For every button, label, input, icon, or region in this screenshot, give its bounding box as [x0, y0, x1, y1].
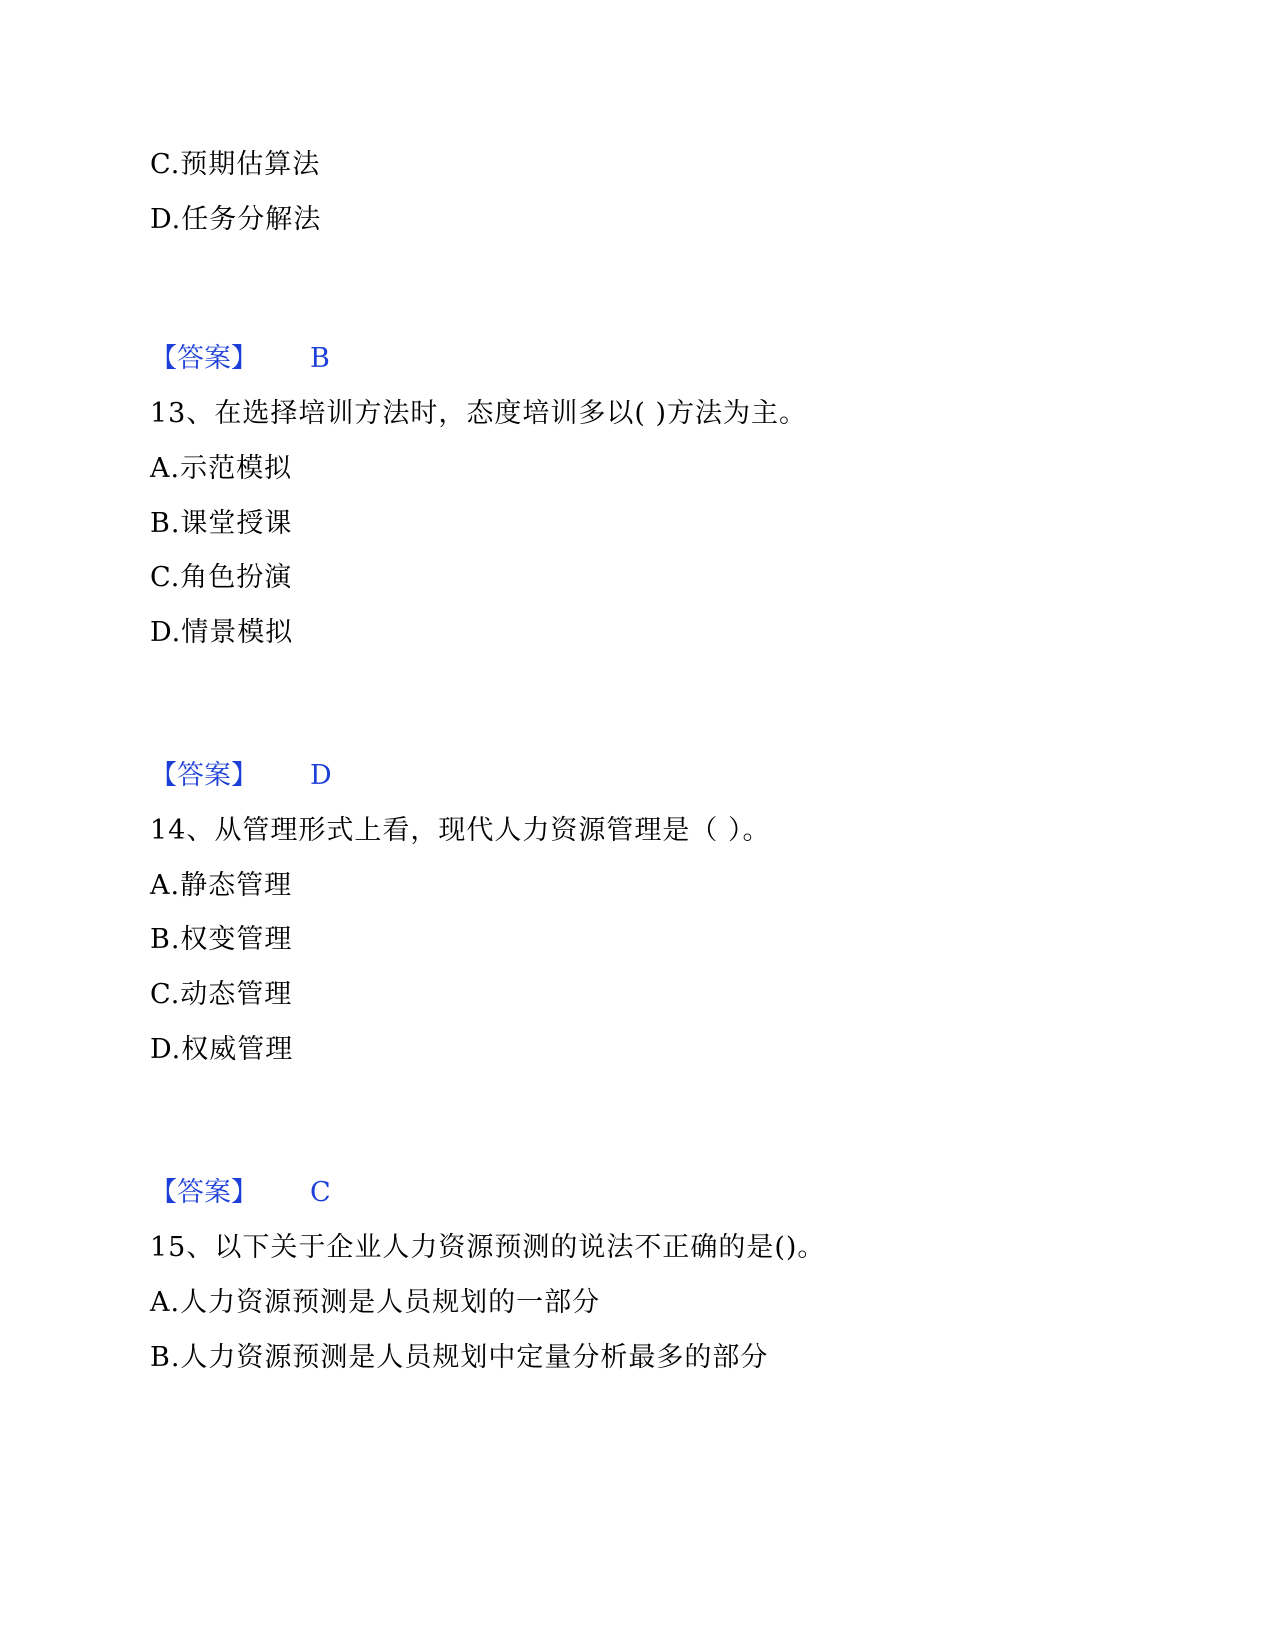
- answer-row: [150, 341, 330, 377]
- option-c: C.动态管理: [150, 979, 293, 1010]
- option-a: A.示范模拟: [150, 453, 293, 484]
- option-a: A.静态管理: [150, 870, 293, 901]
- answer-value: B: [310, 343, 330, 374]
- option-c: C.角色扮演: [150, 562, 293, 593]
- option-d: D.权威管理: [150, 1034, 294, 1065]
- answer-row: [150, 1175, 331, 1211]
- option-d: D.情景模拟: [150, 617, 294, 648]
- option-b: B.权变管理: [150, 924, 293, 955]
- option-c: C.预期估算法: [150, 149, 321, 180]
- option-d: D.任务分解法: [150, 204, 322, 235]
- answer-value: D: [310, 760, 332, 791]
- answer-row: [150, 758, 332, 794]
- answer-value: C: [310, 1177, 331, 1208]
- question-text: 15、以下关于企业人力资源预测的说法不正确的是()。: [150, 1232, 826, 1263]
- option-b: B.人力资源预测是人员规划中定量分析最多的部分: [150, 1342, 769, 1373]
- answer-label: 【答案】: [150, 343, 258, 374]
- option-a: A.人力资源预测是人员规划的一部分: [150, 1287, 601, 1318]
- question-text: 14、从管理形式上看，现代人力资源管理是（ ）。: [150, 815, 771, 846]
- answer-label: 【答案】: [150, 760, 258, 791]
- answer-label: 【答案】: [150, 1177, 258, 1208]
- question-text: 13、在选择培训方法时，态度培训多以( )方法为主。: [150, 398, 808, 429]
- option-b: B.课堂授课: [150, 508, 293, 539]
